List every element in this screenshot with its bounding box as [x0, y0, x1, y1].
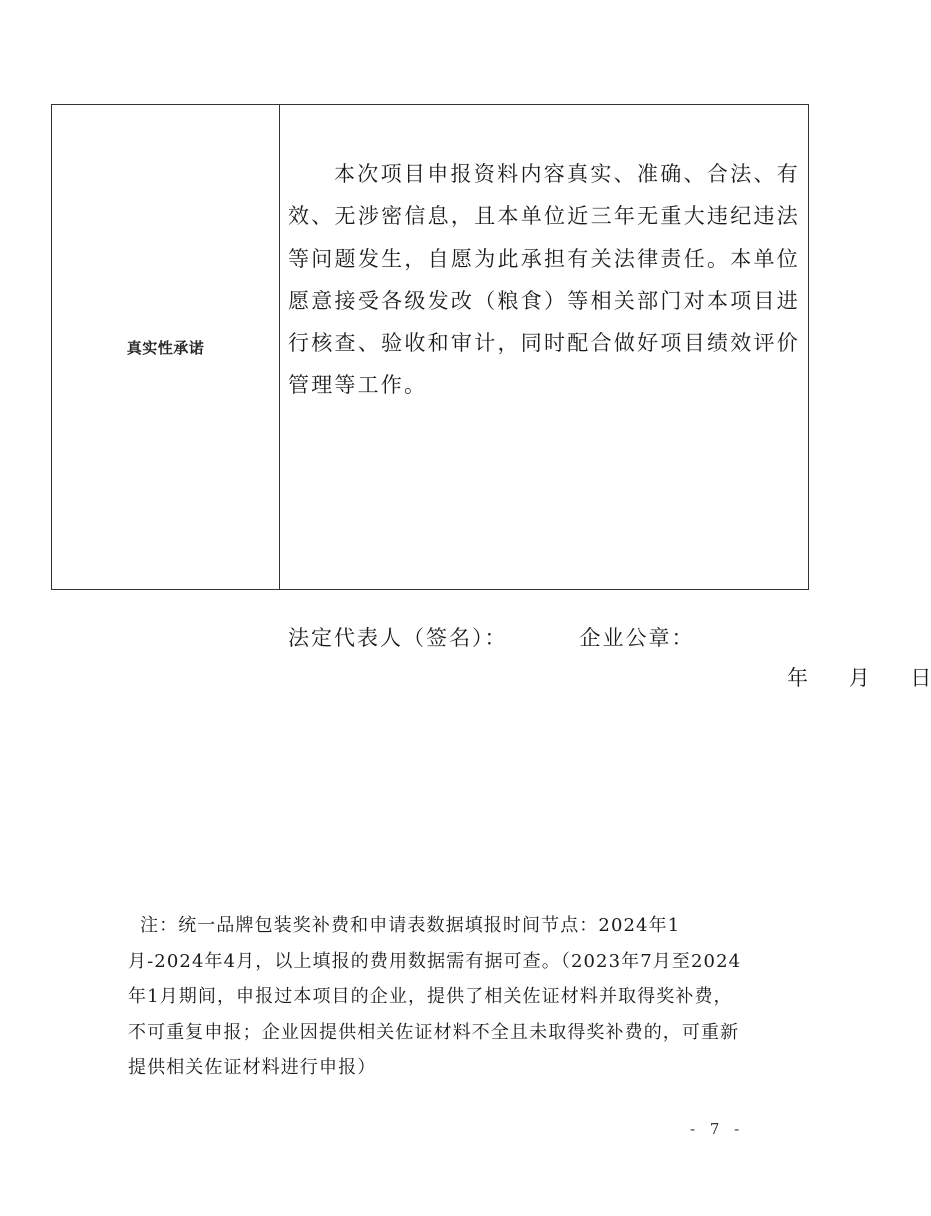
label-cell: [52, 105, 280, 589]
signature-line: [288, 622, 695, 652]
date-year-label: 年: [787, 666, 808, 690]
commitment-text: 本次项目申报资料内容真实、准确、合法、有效、无涉密信息，且本单位近三年无重大违纪违法等问题发生，自愿为此承担有关法律责任。本单位愿意接受各级发改（粮食）等相关部门对本项目进行核查、验收和审计，同时配合做好项目绩效评价管理等工作。: [288, 162, 800, 398]
company-seal-label: 企业公章：: [579, 626, 695, 650]
date-month-label: 月: [848, 666, 870, 690]
commitment-table: [51, 104, 931, 690]
date-day-label: 日: [910, 666, 931, 690]
page-number: - 7 -: [690, 1120, 745, 1138]
date-line: [787, 662, 931, 692]
authenticity-commitment-label: 真实性承诺: [126, 338, 205, 357]
legal-representative-label: 法定代表人（签名）：: [288, 626, 508, 650]
content-cell: [280, 105, 931, 690]
footnote: 注：统一品牌包装奖补费和申请表数据填报时间节点：2024年1月-2024年4月，以上填报的费用数据需有据可查。（2023年7月至2024年1月期间，申报过本项目的企业，提供了相关佐证材料并取得奖补费，不可重复申报；企业因提供相关佐证材料不全且未取得奖补费的，可重新提供相关佐证材料进行申报）: [128, 915, 742, 1078]
